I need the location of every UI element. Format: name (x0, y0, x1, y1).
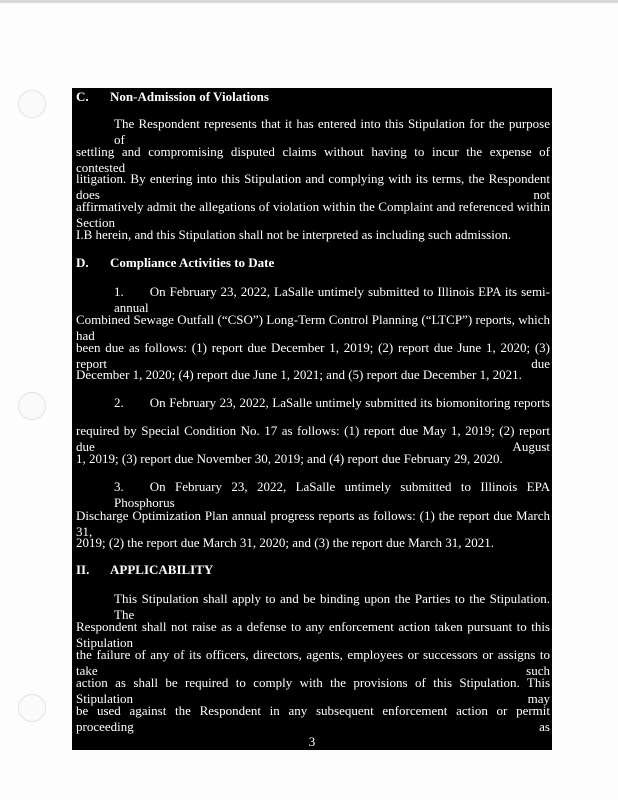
text-line: This Stipulation shall apply to and be binding upon the Parties to the Stipulation. The (114, 591, 550, 622)
text-line: December 1, 2020; (4) report due June 1, 2021; and (5) report due December 1, 2021. (76, 367, 522, 382)
text-line: The Respondent represents that it has entered into this Stipulation for the purpose of (114, 116, 550, 147)
text-line: action as shall be required to comply with the provisions of this Stipulation. This Stipulation may (76, 675, 550, 706)
text-line: required by Special Condition No. 17 as follows: (1) report due May 1, 2019; (2) report due August (76, 423, 550, 454)
section-heading-d: D. Compliance Activities to Date (76, 255, 275, 270)
text-line: 2. On February 23, 2022, LaSalle untimely submitted its biomonitoring reports (114, 395, 550, 410)
text-line: the failure of any of its officers, directors, agents, employees or successors or assigns to take such (76, 647, 550, 678)
text-line: I.B herein, and this Stipulation shall not be interpreted as including such admission. (76, 227, 512, 242)
page-number: 3 (308, 734, 316, 749)
text-line: affirmatively admit the allegations of violation within the Complaint and referenced within Section (76, 199, 550, 230)
text-line: Discharge Optimization Plan annual progress reports as follows: (1) the report due March 31, (76, 508, 550, 539)
text-line: 2019; (2) the report due March 31, 2020; and (3) the report due March 31, 2021. (76, 535, 495, 550)
text-line: be used against the Respondent in any subsequent enforcement action or permit proceeding as (76, 703, 550, 734)
punch-hole (18, 90, 46, 118)
text-line: litigation. By entering into this Stipulation and complying with its terms, the Respondent does not (76, 171, 550, 202)
text-line: Respondent shall not raise as a defense to any enforcement action taken pursuant to this Stipulation (76, 619, 550, 650)
text-line: 3. On February 23, 2022, LaSalle untimely submitted to Illinois EPA Phosphorus (114, 479, 550, 510)
text-line: settling and compromising disputed claims without having to incur the expense of contested (76, 144, 550, 175)
document-body (72, 88, 552, 750)
punch-hole (18, 694, 46, 722)
punch-hole (18, 392, 46, 420)
section-heading-c: C. Non-Admission of Violations (76, 89, 269, 104)
scan-edge (0, 0, 618, 3)
text-line: 1. On February 23, 2022, LaSalle untimely submitted to Illinois EPA its semi-annual (114, 284, 550, 315)
text-line: been due as follows: (1) report due December 1, 2019; (2) report due June 1, 2020; (3) report due (76, 340, 550, 371)
section-heading-ii: II. APPLICABILITY (76, 562, 214, 577)
text-line: Combined Sewage Outfall (“CSO”) Long-Term Control Planning (“LTCP”) reports, which had (76, 312, 550, 343)
text-line: 1, 2019; (3) report due November 30, 2019; and (4) report due February 29, 2020. (76, 451, 503, 466)
